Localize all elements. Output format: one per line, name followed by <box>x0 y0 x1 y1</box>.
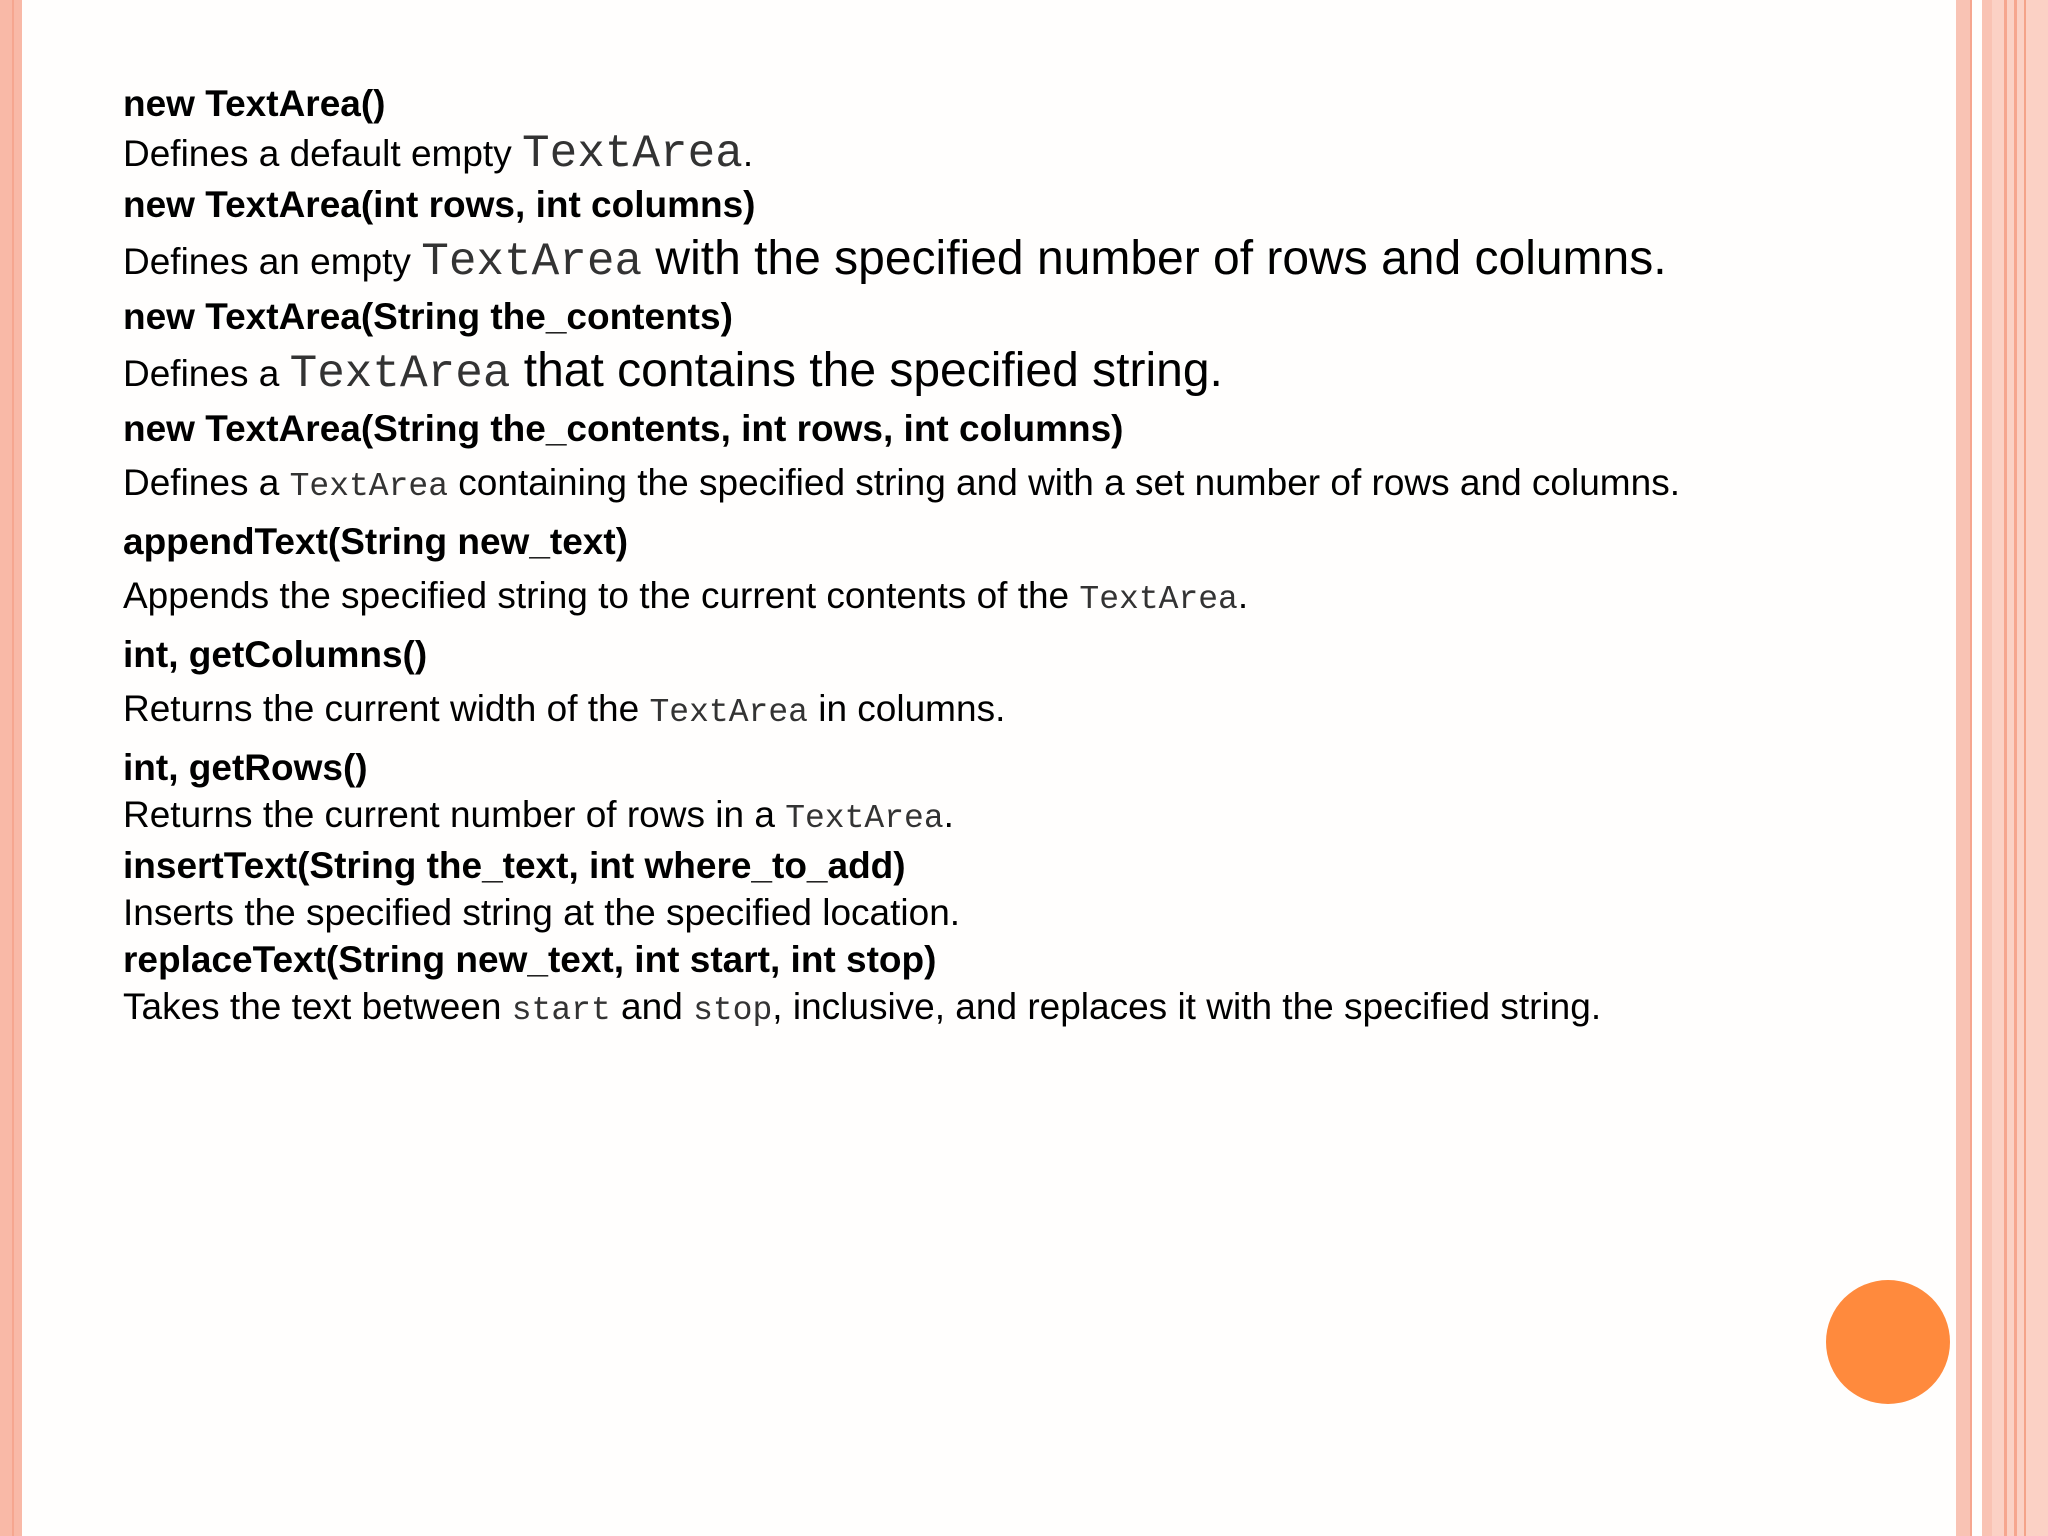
right-border-line <box>2004 0 2007 1536</box>
entry-title: new TextArea(int rows, int columns) <box>123 184 756 225</box>
entry-description <box>123 983 1903 1034</box>
entry-description <box>123 678 1903 744</box>
code-term: stop <box>693 992 773 1029</box>
description-text: . <box>1237 575 1249 616</box>
entry-title: new TextArea(String the_contents, int rows, int columns) <box>123 408 1124 449</box>
description-text: , inclusive, and replaces it with the specified string. <box>772 986 1602 1027</box>
code-term: TextArea <box>522 128 743 180</box>
entry-title: int, getRows() <box>123 747 368 788</box>
description-text: Takes the text between <box>123 986 512 1027</box>
entry-title: insertText(String the_text, int where_to_add) <box>123 845 906 886</box>
code-term: start <box>511 992 611 1029</box>
right-border-strip <box>1956 0 1970 1536</box>
entry-title: int, getColumns() <box>123 634 428 675</box>
entry-title: appendText(String new_text) <box>123 521 629 562</box>
entry-description <box>123 565 1903 631</box>
entry-new-textarea-contents <box>123 293 1903 405</box>
description-text: . <box>943 794 954 835</box>
entry-replace-text <box>123 936 1903 1034</box>
entry-description <box>123 340 1903 405</box>
code-term: TextArea <box>289 348 511 400</box>
description-text: Defines a <box>123 462 290 503</box>
entry-description <box>123 127 1903 181</box>
entry-title: replaceText(String new_text, int start, int stop) <box>123 939 937 980</box>
description-text: Defines an empty <box>123 241 422 282</box>
description-text: and <box>610 986 694 1027</box>
code-term: TextArea <box>649 694 808 731</box>
description-text: Appends the specified string to the current contents of the <box>123 575 1080 616</box>
description-text: Returns the current number of rows in a <box>123 794 786 835</box>
entry-description: Inserts the specified string at the specified location. <box>123 892 961 933</box>
description-text: with the specified number of rows and columns. <box>642 232 1667 285</box>
entry-get-columns <box>123 631 1903 744</box>
entry-title: new TextArea(String the_contents) <box>123 296 733 337</box>
code-term: TextArea <box>1079 581 1238 618</box>
entry-get-rows <box>123 744 1903 842</box>
description-text: containing the specified string and with a set number of rows and columns. <box>448 462 1680 503</box>
right-border-strip <box>1982 0 1992 1536</box>
right-border-line <box>1970 0 1972 1536</box>
left-border-line <box>12 0 14 1536</box>
code-term: TextArea <box>785 800 944 837</box>
description-text: in columns. <box>807 688 1006 729</box>
right-border-decoration <box>1956 0 2048 1536</box>
entry-new-textarea <box>123 80 1903 181</box>
entry-title: new TextArea() <box>123 83 386 124</box>
description-text: . <box>742 133 754 174</box>
entry-new-textarea-contents-rows-columns <box>123 405 1903 518</box>
entry-description <box>123 791 1903 842</box>
left-border-decoration <box>0 0 22 1536</box>
right-border-line <box>2024 0 2026 1536</box>
right-border-strip <box>1992 0 2048 1536</box>
entry-description <box>123 452 1903 518</box>
description-text: Defines a default empty <box>123 133 522 174</box>
description-text: Returns the current width of the <box>123 688 650 729</box>
slide-content <box>123 80 1903 1034</box>
description-text: that contains the specified string. <box>510 344 1223 397</box>
description-text: Defines a <box>123 353 290 394</box>
code-term: TextArea <box>289 468 449 505</box>
right-border-line <box>2014 0 2017 1536</box>
entry-new-textarea-rows-columns <box>123 181 1903 293</box>
orange-circle-decoration <box>1826 1280 1950 1404</box>
code-term: TextArea <box>421 236 643 288</box>
entry-append-text <box>123 518 1903 631</box>
entry-description <box>123 228 1903 293</box>
entry-insert-text <box>123 842 1903 936</box>
